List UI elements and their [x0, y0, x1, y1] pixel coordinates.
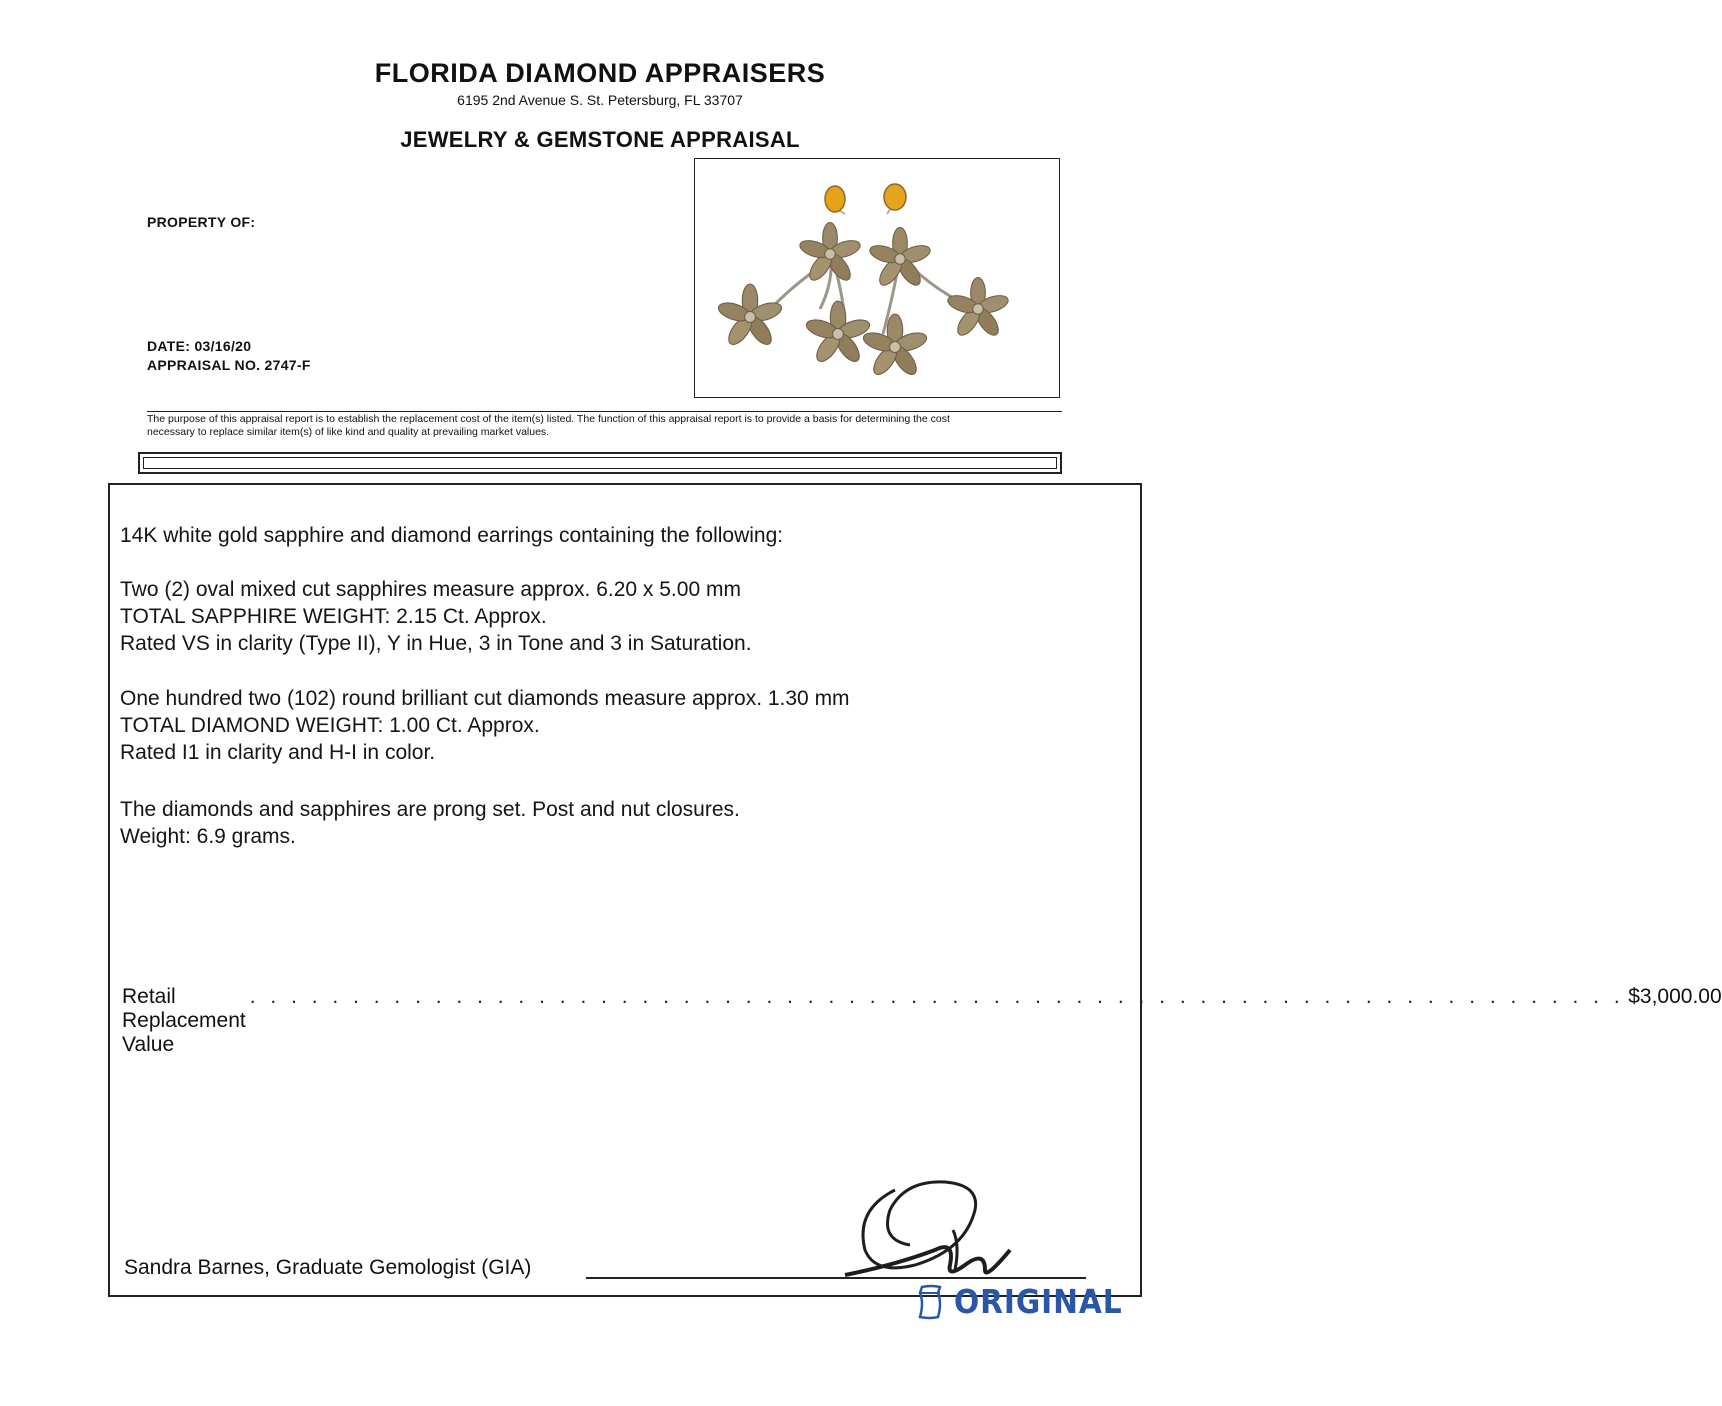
item-photo	[694, 158, 1060, 398]
setting-line: The diamonds and sapphires are prong set. Post and nut closures.	[120, 798, 740, 821]
handwritten-signature	[835, 1170, 1035, 1290]
property-of-label: PROPERTY OF:	[147, 214, 256, 230]
valuation-leader-dots: . . . . . . . . . . . . . . . . . . . . . . . . . . . . . . . . . . . . . . . . . . . . . . . . . . . . . . . . . . . . . . . . . . .	[249, 985, 1625, 1008]
purpose-line-2: necessary to replace similar item(s) of like kind and quality at prevailing market values.	[147, 426, 550, 438]
valuation-label: Retail Replacement Value	[122, 985, 246, 1056]
setting-details	[120, 796, 740, 850]
date-label: DATE:	[147, 338, 191, 354]
date-field	[147, 338, 251, 354]
diamond-line: One hundred two (102) round brilliant cut diamonds measure approx. 1.30 mm	[120, 687, 850, 710]
purpose-line-1: The purpose of this appraisal report is to establish the replacement cost of the item(s) listed. The function of this appraisal report is to provide a basis for determining the cost	[147, 413, 950, 425]
valuation-amount: $3,000.00	[1628, 985, 1722, 1008]
sapphire-line: TOTAL SAPPHIRE WEIGHT: 2.15 Ct. Approx.	[120, 605, 547, 628]
document-icon	[916, 1283, 946, 1321]
diamond-details	[120, 685, 850, 766]
company-name: FLORIDA DIAMOND APPRAISERS	[374, 58, 826, 88]
appraiser-name: Sandra Barnes, Graduate Gemologist (GIA)	[124, 1256, 532, 1279]
appraisal-number-field	[147, 357, 311, 373]
diamond-line: TOTAL DIAMOND WEIGHT: 1.00 Ct. Approx.	[120, 714, 540, 737]
setting-line: Weight: 6.9 grams.	[120, 825, 296, 848]
appraisal-number-value: 2747-F	[264, 357, 311, 373]
stamp-text: ORIGINAL	[954, 1282, 1123, 1321]
appraiser-signature-row	[124, 1256, 531, 1280]
sapphire-line: Two (2) oval mixed cut sapphires measure approx. 6.20 x 5.00 mm	[120, 578, 741, 601]
sapphire-line: Rated VS in clarity (Type II), Y in Hue, 3 in Tone and 3 in Saturation.	[120, 632, 752, 655]
divider-box	[138, 452, 1062, 474]
document-title: JEWELRY & GEMSTONE APPRAISAL	[400, 127, 800, 152]
purpose-statement	[147, 411, 1062, 439]
sapphire-details	[120, 576, 752, 657]
date-value: 03/16/20	[194, 338, 252, 354]
appraisal-number-label: APPRAISAL NO.	[147, 357, 261, 373]
item-intro: 14K white gold sapphire and diamond earrings containing the following:	[120, 524, 784, 547]
original-stamp	[916, 1282, 1141, 1321]
valuation-row	[122, 985, 1722, 1057]
diamond-line: Rated I1 in clarity and H-I in color.	[120, 741, 436, 764]
company-address: 6195 2nd Avenue S. St. Petersburg, FL 33707	[457, 92, 743, 108]
earrings-image	[695, 159, 1059, 397]
